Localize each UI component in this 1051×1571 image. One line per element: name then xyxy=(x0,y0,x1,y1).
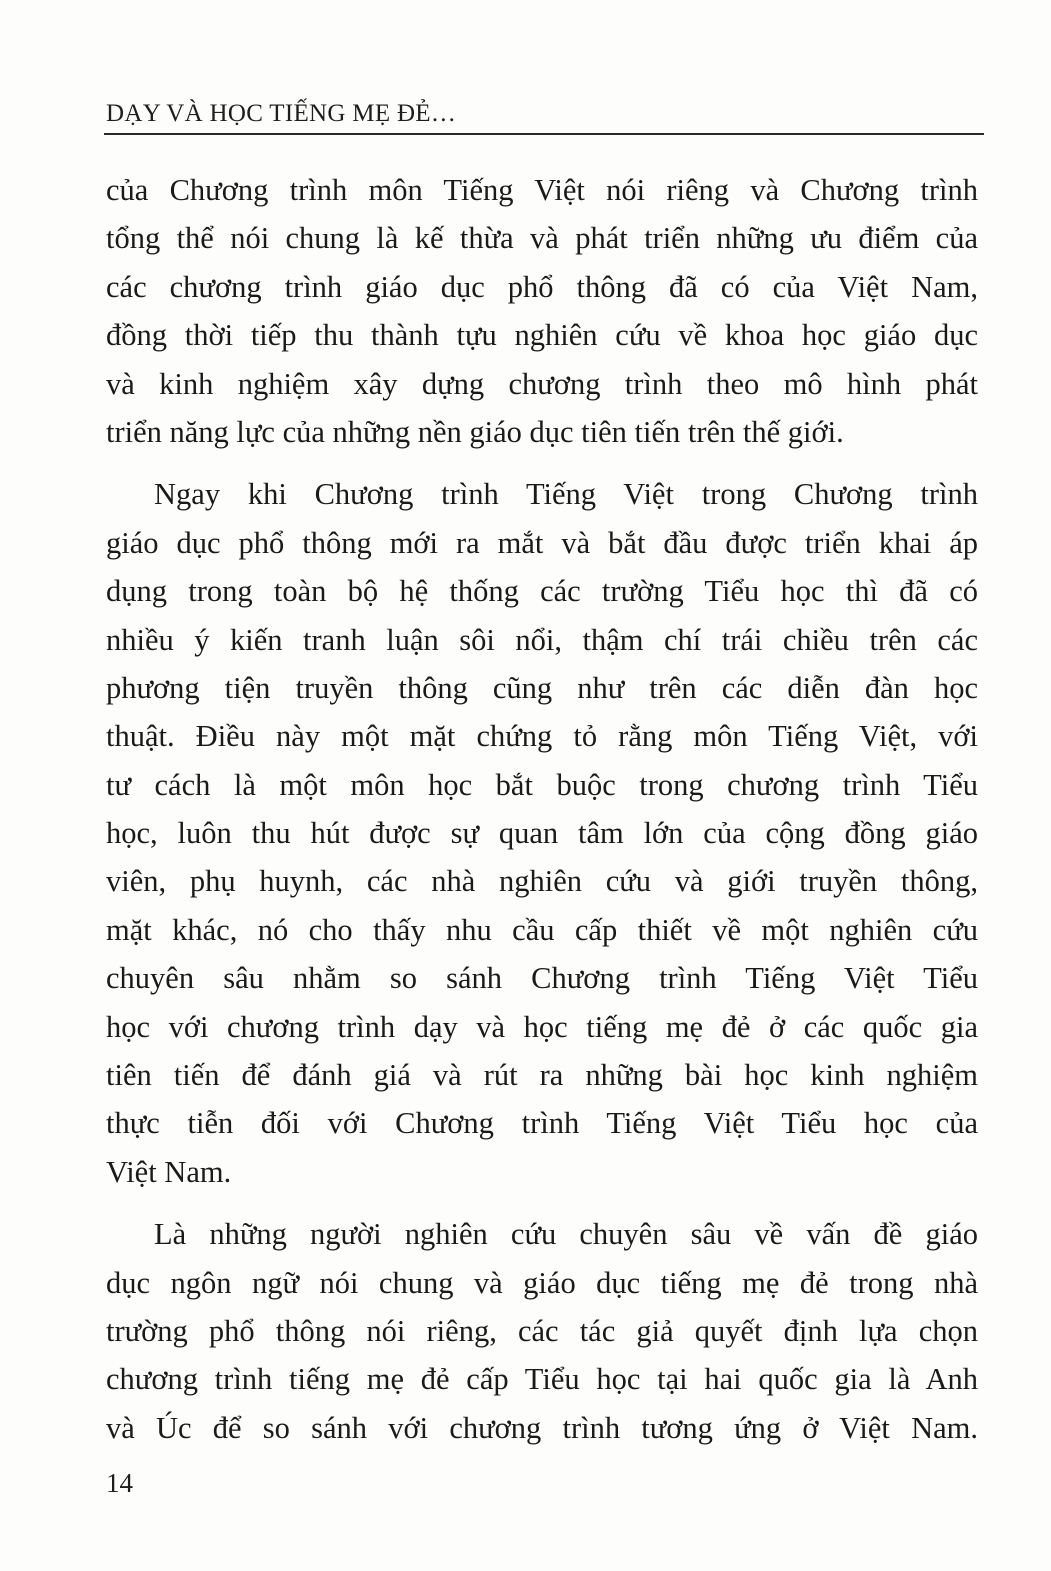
text-line: tiên tiến để đánh giá và rút ra những bài học kinh nghiệm xyxy=(106,1058,978,1093)
text-line: tư cách là một môn học bắt buộc trong chương trình Tiểu xyxy=(106,767,978,802)
running-header: DẠY VÀ HỌC TIẾNG MẸ ĐẺ… xyxy=(106,100,457,127)
text-line: các chương trình giáo dục phổ thông đã có của Việt Nam, xyxy=(106,269,978,304)
body-text xyxy=(106,166,978,1452)
text-line: và Úc để so sánh với chương trình tương ứng ở Việt Nam. xyxy=(106,1410,978,1445)
text-line: Là những người nghiên cứu chuyên sâu về vấn đề giáo xyxy=(154,1217,978,1252)
text-line: triển năng lực của những nền giáo dục tiên tiến trên thế giới. xyxy=(106,414,844,449)
text-line: chương trình tiếng mẹ đẻ cấp Tiểu học tại hai quốc gia là Anh xyxy=(106,1362,978,1397)
paragraph-1 xyxy=(106,166,978,456)
text-line: thuật. Điều này một mặt chứng tỏ rằng môn Tiếng Việt, với xyxy=(106,719,978,754)
text-line: phương tiện truyền thông cũng như trên các diễn đàn học xyxy=(106,670,978,705)
paragraph-2 xyxy=(106,470,978,1196)
text-line: học với chương trình dạy và học tiếng mẹ đẻ ở các quốc gia xyxy=(106,1009,978,1044)
paragraph-3 xyxy=(106,1210,978,1452)
text-line: của Chương trình môn Tiếng Việt nói riêng và Chương trình xyxy=(106,173,978,207)
text-line: thực tiễn đối với Chương trình Tiếng Việt Tiểu học của xyxy=(106,1106,978,1141)
text-line: dục ngôn ngữ nói chung và giáo dục tiếng mẹ đẻ trong nhà xyxy=(106,1265,978,1300)
text-line: dụng trong toàn bộ hệ thống các trường Tiểu học thì đã có xyxy=(106,574,978,609)
text-line: chuyên sâu nhằm so sánh Chương trình Tiếng Việt Tiểu xyxy=(106,961,978,996)
header-rule xyxy=(104,133,984,135)
text-line: Ngay khi Chương trình Tiếng Việt trong Chương trình xyxy=(154,477,978,512)
text-line: nhiều ý kiến tranh luận sôi nổi, thậm chí trái chiều trên các xyxy=(106,622,978,657)
page-number: 14 xyxy=(106,1468,133,1498)
text-line: và kinh nghiệm xây dựng chương trình theo mô hình phát xyxy=(106,366,978,401)
text-line: Việt Nam. xyxy=(106,1154,232,1189)
text-line: viên, phụ huynh, các nhà nghiên cứu và giới truyền thông, xyxy=(106,864,978,899)
text-line: giáo dục phổ thông mới ra mắt và bắt đầu được triển khai áp xyxy=(106,525,978,560)
text-line: học, luôn thu hút được sự quan tâm lớn của cộng đồng giáo xyxy=(106,816,978,851)
text-line: trường phổ thông nói riêng, các tác giả quyết định lựa chọn xyxy=(106,1313,978,1348)
text-line: mặt khác, nó cho thấy nhu cầu cấp thiết về một nghiên cứu xyxy=(106,912,978,947)
text-line: tổng thể nói chung là kế thừa và phát triển những ưu điểm của xyxy=(106,221,978,256)
text-line: đồng thời tiếp thu thành tựu nghiên cứu về khoa học giáo dục xyxy=(106,318,978,353)
